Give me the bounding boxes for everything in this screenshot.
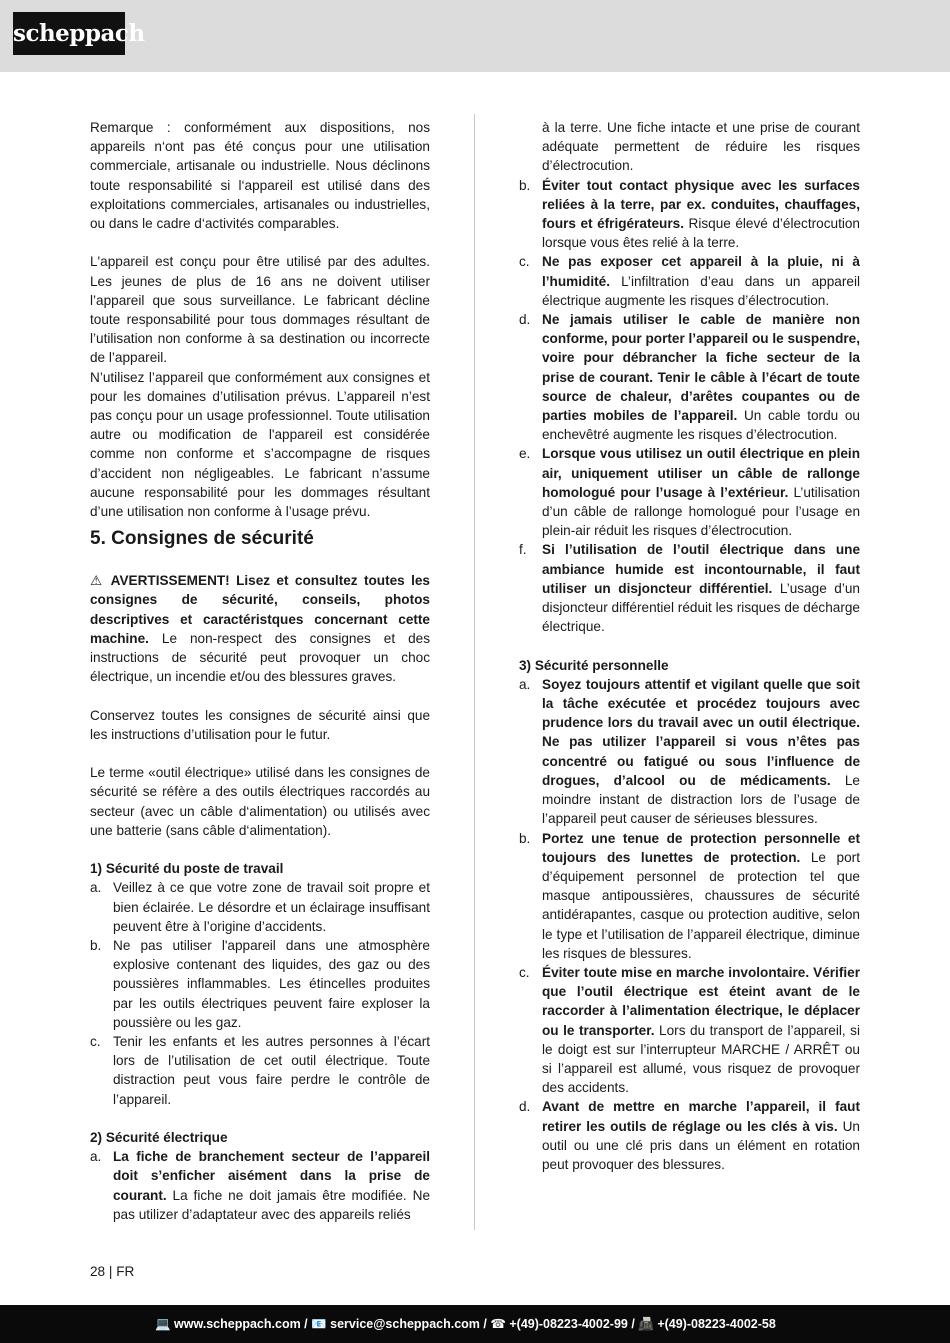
list-text: Risque élevé d’électrocution lorsque vous êtes relié à la terre.	[542, 216, 860, 251]
list-item	[519, 963, 860, 1097]
list-bold: Si l’utilisation de l’outil électrique dans une ambiance humide est incontournable, il faut utiliser un disjoncteur différentiel.	[542, 542, 860, 596]
list-marker: b.	[90, 938, 102, 954]
scheppach-logo: scheppach	[13, 12, 125, 55]
list-item-continued	[519, 118, 860, 176]
list-item	[90, 878, 430, 936]
list-text: Lors du transport de l’appareil, si le doigt est sur l’interrupteur MARCHE / ARRÊT ou si l’appareil est allumé, vous risquez de provoquer des accidents.	[542, 1022, 860, 1096]
list-text: La fiche ne doit jamais être modifiée. Ne pas utilizer d’adaptateur avec des appareils reliés	[113, 1187, 430, 1222]
list-item	[519, 252, 860, 310]
list-marker: b.	[519, 830, 531, 846]
list-marker: a.	[90, 880, 102, 896]
paragraph-keep: Conservez toutes les consignes de sécurité ainsi que les instructions d’utilisation pour le futur.	[90, 707, 430, 742]
list-item	[90, 1147, 430, 1224]
page-number: 28 | FR	[90, 1264, 135, 1279]
list-bold: La fiche de branchement secteur de l’appareil doit s’enficher aisément dans la prise de courant.	[113, 1149, 430, 1203]
list-marker: c.	[519, 254, 530, 270]
list-bold: Soyez toujours attentif et vigilant quelle que soit la tâche exécutée et procédez toujours avec prudence lors du travail avec un outil électrique. Ne pas utilizer l’appareil si vous n’êtes pas concentré ou fatigué ou sous l’influence de drogues, d’alcool ou de médicaments.	[542, 676, 860, 788]
list-marker: c.	[90, 1034, 101, 1050]
list-text: Ne pas utiliser l'appareil dans une atmosphère explosive contenant des liquides, des gaz ou des poussières inflammables. Les étincelles produites par les outils électriques peuvent faire exploser la poussière ou les gaz.	[113, 938, 430, 1030]
paragraph-remarque: Remarque : conformément aux dispositions, nos appareils n‘ont pas été conçus pour une utilisation commerciale, artisanale ou industrielle. Nous déclinons toute responsabilité si l‘appareil est utilisé dans des exploitations commerciales, artisanales ou industrielles, ou dans le cadre d‘activités comparables.	[90, 120, 430, 232]
list-text: L’usage d’un disjoncteur différentiel réduit les risques de décharge électrique.	[542, 580, 860, 635]
list-text: L’infiltration d’eau dans un appareil électrique augmente les risques d’électrocution.	[542, 273, 860, 308]
list-text: Un cable tordu ou enchevêtré augmente les risques d’électrocution.	[542, 408, 860, 443]
page-header	[0, 0, 950, 72]
list-bold: Ne pas exposer cet appareil à la pluie, ni à l’humidité.	[542, 254, 860, 289]
list-marker: a.	[519, 676, 531, 692]
footer-contact: 💻 www.scheppach.com / 📧 service@scheppach.com / ☎ +(49)-08223-4002-99 / 📠 +(49)-08223-4002-58	[155, 1317, 776, 1331]
paragraph-adults: L'appareil est conçu pour être utilisé par des adultes. Les jeunes de plus de 16 ans ne doivent utiliser l’appareil que sous surveillance. Le fabricant décline toute responsabilité pour tous dommages résultant de l’utilisation non conforme à sa destination ou incorrecte de l’appareil.	[90, 254, 430, 366]
list-item	[519, 310, 860, 444]
electrical-list-cont	[519, 118, 860, 636]
list-item	[519, 540, 860, 636]
list-marker: d.	[519, 312, 531, 328]
list-text: Un outil ou une clé pris dans un élément en rotation peut provoquer des blessures.	[542, 1118, 860, 1172]
paragraph-usage: N’utilisez l’appareil que conformément aux consignes et pour les domaines d’utilisation prévus. L’appareil n’est pas conçu pour un usage professionnel. Toute utilisation autre ou modification de l'appareil est considérée comme non conforme et s’accompagne de risques d’accident non négligeables. Le fabricant n’assume aucune responsabilité pour les dommages résultant d’une utilisation non conforme à l’usage prévu.	[90, 369, 430, 520]
list-text: Le port d’équipement personnel de protection tel que masque antipoussières, chaussures de sécurité antidérapantes, casque ou protection auditive, selon le type et l’utilisation de l’appareil électrique, diminue les risques de blessures.	[542, 849, 860, 961]
list-item	[519, 1097, 860, 1174]
list-text: Le moindre instant de distraction lors de l’usage de l’appareil peut causer de sérieuses blessures.	[542, 772, 860, 827]
list-text: à la terre. Une fiche intacte et une prise de courant adéquate permettent de réduire les risques d’électrocution.	[542, 120, 860, 174]
list-marker: f.	[519, 542, 527, 558]
subheading-personal: 3) Sécurité personnelle	[519, 657, 669, 673]
list-text: L’utilisation d’un câble de rallonge homologué pour l’usage en plein-air réduit les risques d’électrocution.	[542, 484, 861, 539]
footer-bar	[0, 1305, 950, 1343]
list-item	[519, 444, 860, 540]
list-text: Veillez à ce que votre zone de travail soit propre et bien éclairée. Le désordre et un éclairage insuffisant peuvent être à l’origine d’accidents.	[113, 880, 430, 934]
subheading-workplace: 1) Sécurité du poste de travail	[90, 861, 284, 877]
warning-text: Le non-respect des consignes et des instructions de sécurité peut provoquer un choc électrique, un incendie et/ou des blessures graves.	[90, 630, 430, 685]
subheading-electrical: 2) Sécurité électrique	[90, 1130, 228, 1146]
list-text: Tenir les enfants et les autres personnes à l’écart lors de l’utilisation de cet outil électrique. Toute distraction peut vous faire perdre le contrôle de l’appareil.	[113, 1034, 430, 1107]
warning-bold: ⚠ AVERTISSEMENT! Lisez et consultez toutes les consignes de sécurité, conseils, photos descriptives et caractéristques concernant cette machine.	[90, 573, 430, 646]
list-item	[519, 675, 860, 829]
left-column	[90, 118, 430, 1224]
list-bold: Portez une tenue de protection personnelle et toujours des lunettes de protection.	[542, 830, 860, 865]
list-item	[519, 176, 860, 253]
workplace-list	[90, 878, 430, 1108]
list-bold: Éviter toute mise en marche involontaire. Vérifier que l’outil électrique est éteint avant de le raccorder à l’alimentation électrique, le déplacer ou le transporter.	[542, 964, 860, 1038]
list-item	[90, 1032, 430, 1109]
list-bold: Éviter tout contact physique avec les surfaces reliées à la terre, par ex. conduites, chauffages, fours et éfrigérateurs.	[542, 177, 860, 232]
list-marker: e.	[519, 446, 531, 462]
list-item	[519, 829, 860, 963]
column-divider	[474, 114, 475, 1230]
list-item	[90, 936, 430, 1032]
warning-paragraph	[90, 571, 430, 686]
list-marker: a.	[90, 1149, 102, 1165]
list-bold: Ne jamais utiliser le cable de manière non conforme, pour porter l’appareil ou le suspendre, voire pour débrancher la fiche secteur de la prise de courant. Tenir le câble à l’écart de toute source de chaleur, d’arêtes coupantes ou de parties mobiles de l’appareil.	[542, 312, 860, 424]
personal-list	[519, 675, 860, 1174]
list-marker: c.	[519, 964, 530, 980]
list-bold: Avant de mettre en marche l’appareil, il faut retirer les outils de réglage ou les clés à vis.	[542, 1099, 860, 1134]
electrical-list-start	[90, 1147, 430, 1224]
right-column	[519, 118, 860, 1174]
list-marker: d.	[519, 1099, 531, 1115]
list-marker: b.	[519, 177, 531, 193]
section-title: 5. Consignes de sécurité	[90, 528, 314, 550]
list-bold: Lorsque vous utilisez un outil électrique en plein air, uniquement utiliser un câble de rallonge homologué pour l’usage à l’extérieur.	[542, 446, 860, 500]
paragraph-term: Le terme «outil électrique» utilisé dans les consignes de sécurité se réfère a des outils électriques raccordés au secteur (avec un câble d‘alimentation) ou utilisés avec une batterie (sans câble d‘alimentation).	[90, 765, 430, 838]
